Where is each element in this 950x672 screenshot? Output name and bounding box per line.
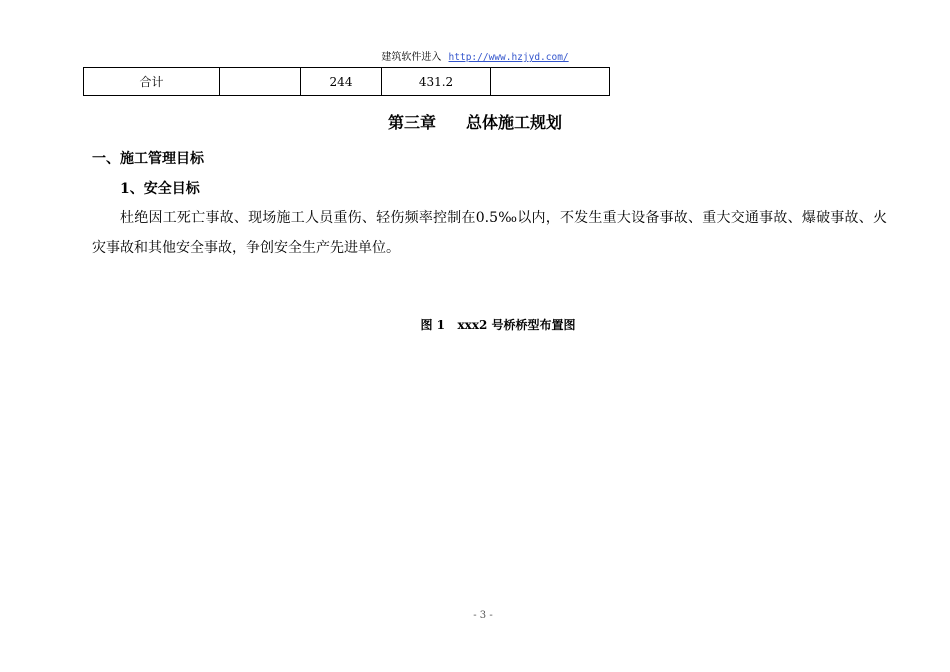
page-number: - 3 - [473,610,493,621]
chapter-name: 总体施工规划 [466,113,563,132]
summary-table [83,67,610,96]
page-header [0,48,950,63]
section-heading: 一、施工管理目标 [92,151,204,167]
subsection-heading: 1、安全目标 [120,181,200,197]
table-cell-amount: 431.2 [382,68,491,96]
table-cell-empty [491,68,610,96]
chapter-number: 第三章 [388,113,437,132]
body-paragraph: 杜绝因工死亡事故、现场施工人员重伤、轻伤频率控制在0.5‰以内，不发生重大设备事故、重大交通事故、爆破事故、火灾事故和其他安全事故，争创安全生产先进单位。 [92,210,887,256]
header-text: 建筑软件进入 [381,52,442,63]
figure-caption: 图 1 xxx2 号桥桥型布置图 [420,318,576,332]
header-link[interactable]: http://www.hzjyd.com/ [448,52,569,63]
table-cell-count: 244 [301,68,382,96]
table-cell-total-label: 合计 [84,68,220,96]
chapter-title [388,110,562,133]
table-row [84,68,610,96]
table-cell-empty [220,68,301,96]
